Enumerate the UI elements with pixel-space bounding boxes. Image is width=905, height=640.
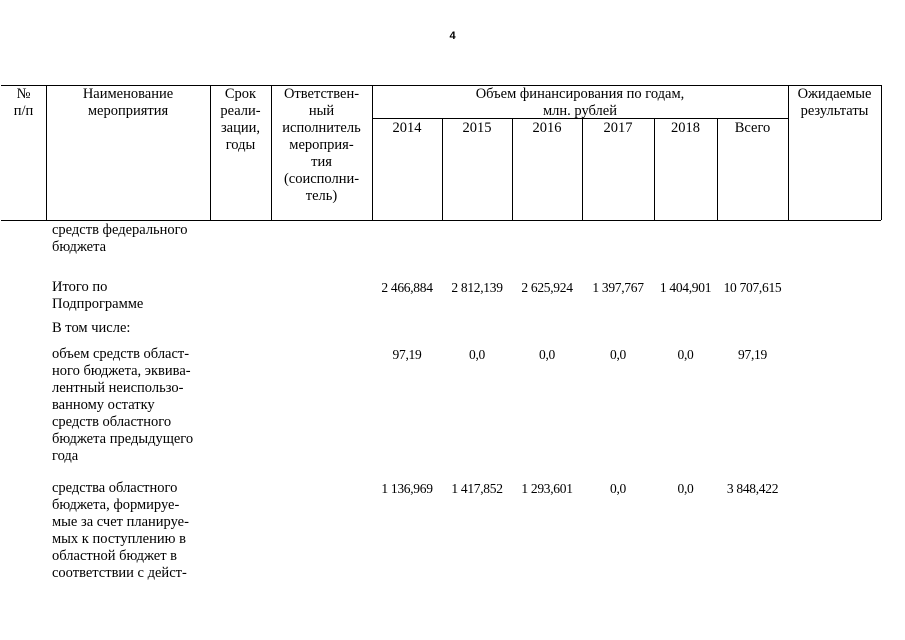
- header-year: 2018: [671, 120, 700, 136]
- header-year: 2015: [462, 120, 492, 136]
- table-cell: 0,0: [469, 347, 485, 362]
- table-cell: 2 625,924: [521, 280, 573, 295]
- col-divider: [881, 85, 882, 220]
- header-executor: Ответствен- ный исполнитель мероприя- тия (соисполни- тель): [282, 86, 361, 204]
- table-cell: 0,0: [610, 347, 626, 362]
- row-label: объем средств област- ного бюджета, эквива- лентный неиспользо- ванному остатку средств областного бюджета предыдущего года: [52, 346, 194, 464]
- row-label: Итого по Подпрограмме: [52, 279, 144, 312]
- table-cell: 0,0: [539, 347, 555, 362]
- table-cell: 0,0: [677, 347, 694, 362]
- table-cell: 0,0: [677, 481, 694, 496]
- table-cell: 97,19: [392, 347, 422, 362]
- header-name: Наименование мероприятия: [82, 86, 174, 119]
- table-cell: 1 136,969: [381, 481, 433, 496]
- header-year: Всего: [734, 120, 771, 136]
- row-label: В том числе:: [52, 320, 131, 336]
- header-bottom-rule: [1, 220, 881, 221]
- header-year: 2016: [532, 120, 562, 136]
- table-cell: 1 417,852: [451, 481, 503, 496]
- table-cell: 0,0: [610, 481, 626, 496]
- page-number: 4: [449, 30, 456, 42]
- table-cell: 1 397,767: [592, 280, 644, 295]
- header-year: 2017: [603, 120, 633, 136]
- header-number: № п/п: [13, 86, 34, 119]
- table-cell: 10 707,615: [723, 280, 782, 295]
- header-year: 2014: [392, 120, 422, 136]
- table-cell: 2 466,884: [381, 280, 433, 295]
- table-cell: 2 812,139: [451, 280, 503, 295]
- header-term: Срок реали- зации, годы: [220, 86, 261, 153]
- row-label: средств федерального бюджета: [52, 222, 188, 255]
- header-results: Ожидаемые результаты: [797, 86, 872, 119]
- table-cell: 1 293,601: [521, 481, 573, 496]
- table-cell: 1 404,901: [659, 280, 712, 295]
- row-label: средства областного бюджета, формируе- мые за счет планируе- мых к поступлению в областной бюджет в соответствии с дейст-: [52, 480, 189, 581]
- table-cell: 97,19: [738, 347, 767, 362]
- header-funding: Объем финансирования по годам, млн. рублей: [475, 86, 685, 119]
- table-cell: 3 848,422: [726, 481, 779, 496]
